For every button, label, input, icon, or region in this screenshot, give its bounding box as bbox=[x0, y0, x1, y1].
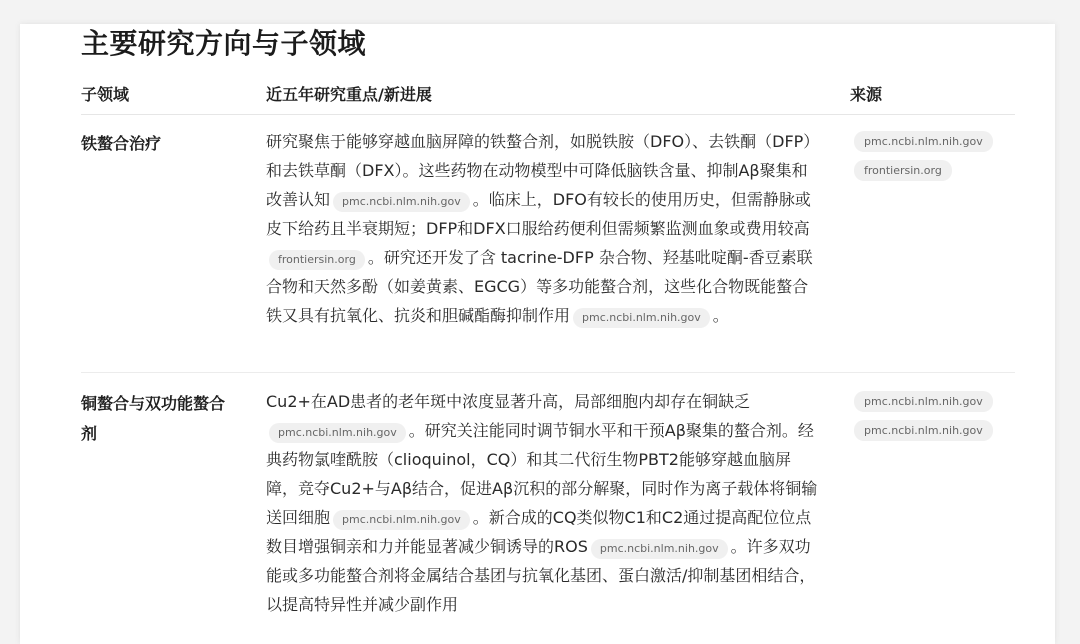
row-sources bbox=[854, 131, 993, 189]
source-badge[interactable]: pmc.ncbi.nlm.nih.gov bbox=[854, 420, 993, 441]
citation-chip[interactable]: frontiersin.org bbox=[269, 250, 365, 270]
page-title: 主要研究方向与子领域 bbox=[81, 27, 367, 60]
citation-chip[interactable]: pmc.ncbi.nlm.nih.gov bbox=[333, 510, 470, 530]
citation-chip[interactable]: pmc.ncbi.nlm.nih.gov bbox=[333, 192, 470, 212]
table-row bbox=[81, 387, 1015, 644]
description-text: 。研究关注能同时调节铜水平和干预Aβ聚集的螯合剂。经典药物氯喹酰胺（clioquinol，CQ）和其二代衍生物PBT2能够穿越血脑屏障，竞夺Cu2+与Aβ结合，促进Aβ沉积的部分解聚，同时作为离子载体将铜输送回细胞 bbox=[266, 421, 818, 527]
header-source: 来源 bbox=[850, 85, 883, 104]
row-sources bbox=[854, 391, 993, 449]
description-text: 研究聚焦于能够穿越血脑屏障的铁螯合剂，如脱铁胺（DFO）、去铁酮（DFP）和去铁草酮（DFX）。这些药物在动物模型中可降低脑铁含量、抑制Aβ聚集和改善认知 bbox=[266, 132, 812, 209]
citation-chip[interactable]: pmc.ncbi.nlm.nih.gov bbox=[591, 539, 728, 559]
content-card bbox=[20, 24, 1055, 644]
description-text: Cu2+在AD患者的老年斑中浓度显著升高，局部细胞内却存在铜缺乏 bbox=[266, 392, 751, 411]
table-header bbox=[81, 84, 1015, 115]
row-domain: 铜螯合与双功能螯合剂 bbox=[81, 394, 226, 443]
source-badge[interactable]: frontiersin.org bbox=[854, 160, 952, 181]
description-text: 。 bbox=[712, 306, 729, 325]
table-row bbox=[81, 127, 1015, 373]
header-subdomain: 子领域 bbox=[81, 85, 130, 104]
row-domain: 铁螯合治疗 bbox=[81, 134, 162, 153]
header-progress: 近五年研究重点/新进展 bbox=[266, 85, 432, 104]
description-text: 。临床上，DFO有较长的使用历史，但需静脉或皮下给药且半衰期短；DFP和DFX口服给药便利但需频繁监测血象或费用较高 bbox=[266, 190, 811, 238]
description-text: 。新合成的CQ类似物C1和C2通过提高配位位点数目增强铜亲和力并能显著减少铜诱导的ROS bbox=[266, 508, 812, 556]
description-text: 。许多双功能或多功能螯合剂将金属结合基团与抗氧化基团、蛋白激活/抑制基团相结合，以提高特异性并减少副作用 bbox=[266, 537, 816, 614]
source-badge[interactable]: pmc.ncbi.nlm.nih.gov bbox=[854, 391, 993, 412]
source-badge[interactable]: pmc.ncbi.nlm.nih.gov bbox=[854, 131, 993, 152]
citation-chip[interactable]: pmc.ncbi.nlm.nih.gov bbox=[269, 423, 406, 443]
description-text: 。研究还开发了含 tacrine-DFP 杂合物、羟基吡啶酮-香豆素联合物和天然多酚（如姜黄素、EGCG）等多功能螯合剂，这些化合物既能螯合铁又具有抗氧化、抗炎和胆碱酯酶抑制作用 bbox=[266, 248, 813, 325]
row-description bbox=[266, 127, 818, 330]
row-description bbox=[266, 387, 818, 619]
citation-chip[interactable]: pmc.ncbi.nlm.nih.gov bbox=[573, 308, 710, 328]
